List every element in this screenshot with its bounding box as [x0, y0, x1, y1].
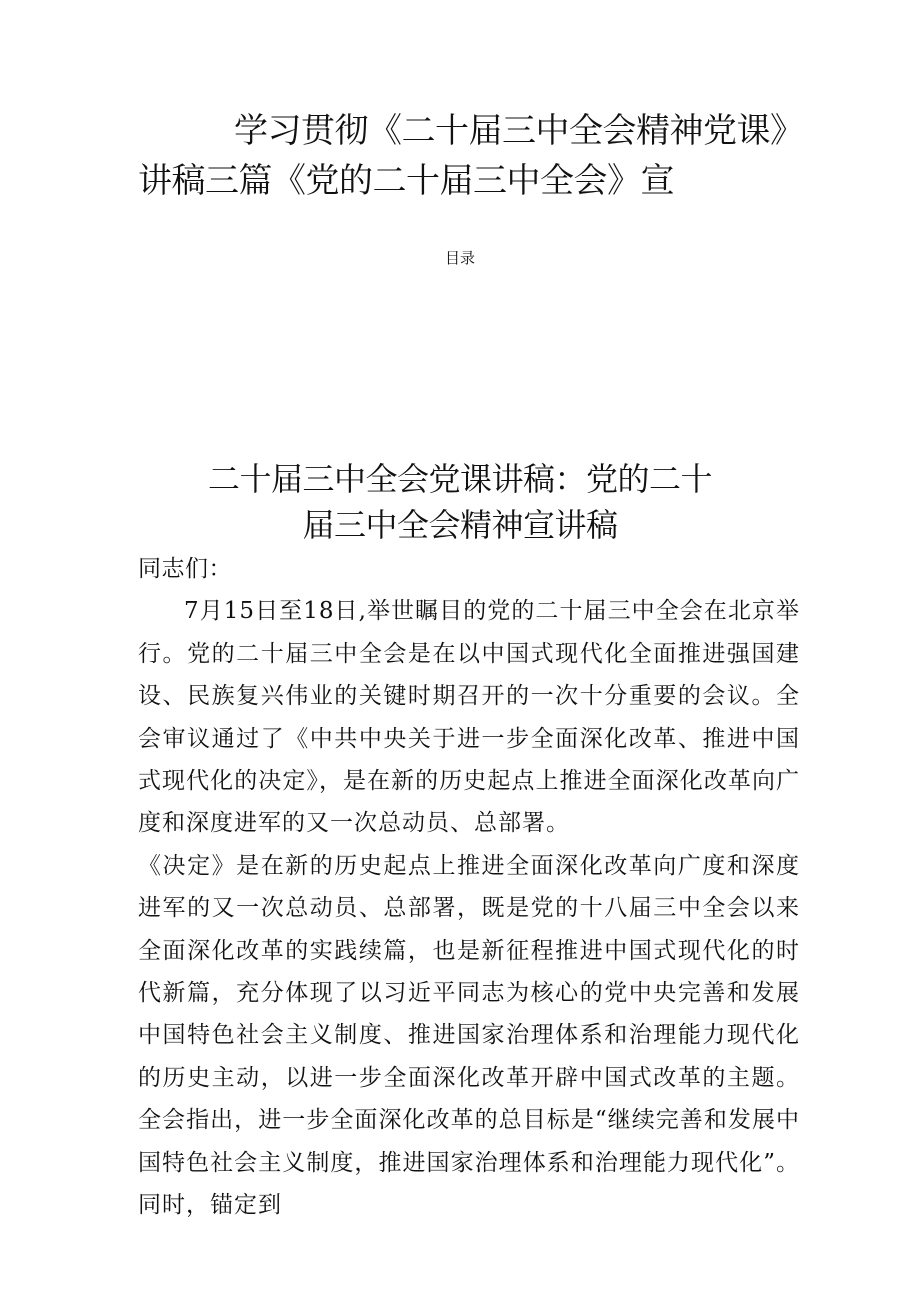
body-text: [138, 548, 800, 1227]
section-title: [180, 456, 740, 548]
section-title-line-2: 届三中全会精神宣讲稿: [302, 506, 618, 544]
table-of-contents-label: 目录: [444, 249, 475, 267]
paragraph-1: 7月15日至18日,举世瞩目的党的二十届三中全会在北京举行。党的二十届三中全会是在以中国式现代化全面推进强国建设、民族复兴伟业的关键时期召开的一次十分重要的会议。全会审议通过了《中共中央关于进一步全面深化改革、推进中国式现代化的决定》，是在新的历史起点上推进全面深化改革向广度和深度进军的又一次总动员、总部署。: [138, 598, 800, 837]
document-title: 学习贯彻《二十届三中全会精神党课》讲稿三篇《党的二十届三中全会》宣: [138, 111, 804, 201]
paragraph-2: 《决定》是在新的历史起点上推进全面深化改革向广度和深度进军的又一次总动员、总部署，既是党的十八届三中全会以来全面深化改革的实践续篇，也是新征程推进中国式现代化的时代新篇，充分体现了以习近平同志为核心的党中央完善和发展中国特色社会主义制度、推进国家治理体系和治理能力现代化的历史主动，以进一步全面深化改革开辟中国式改革的主题。全会指出，进一步全面深化改革的总目标是“继续完善和发展中国特色社会主义制度，推进国家治理体系和治理能力现代化”。同时，锚定到: [138, 852, 800, 1219]
salutation: 同志们：: [138, 556, 232, 582]
section-title-line-1: 二十届三中全会党课讲稿：党的二十: [207, 460, 712, 498]
